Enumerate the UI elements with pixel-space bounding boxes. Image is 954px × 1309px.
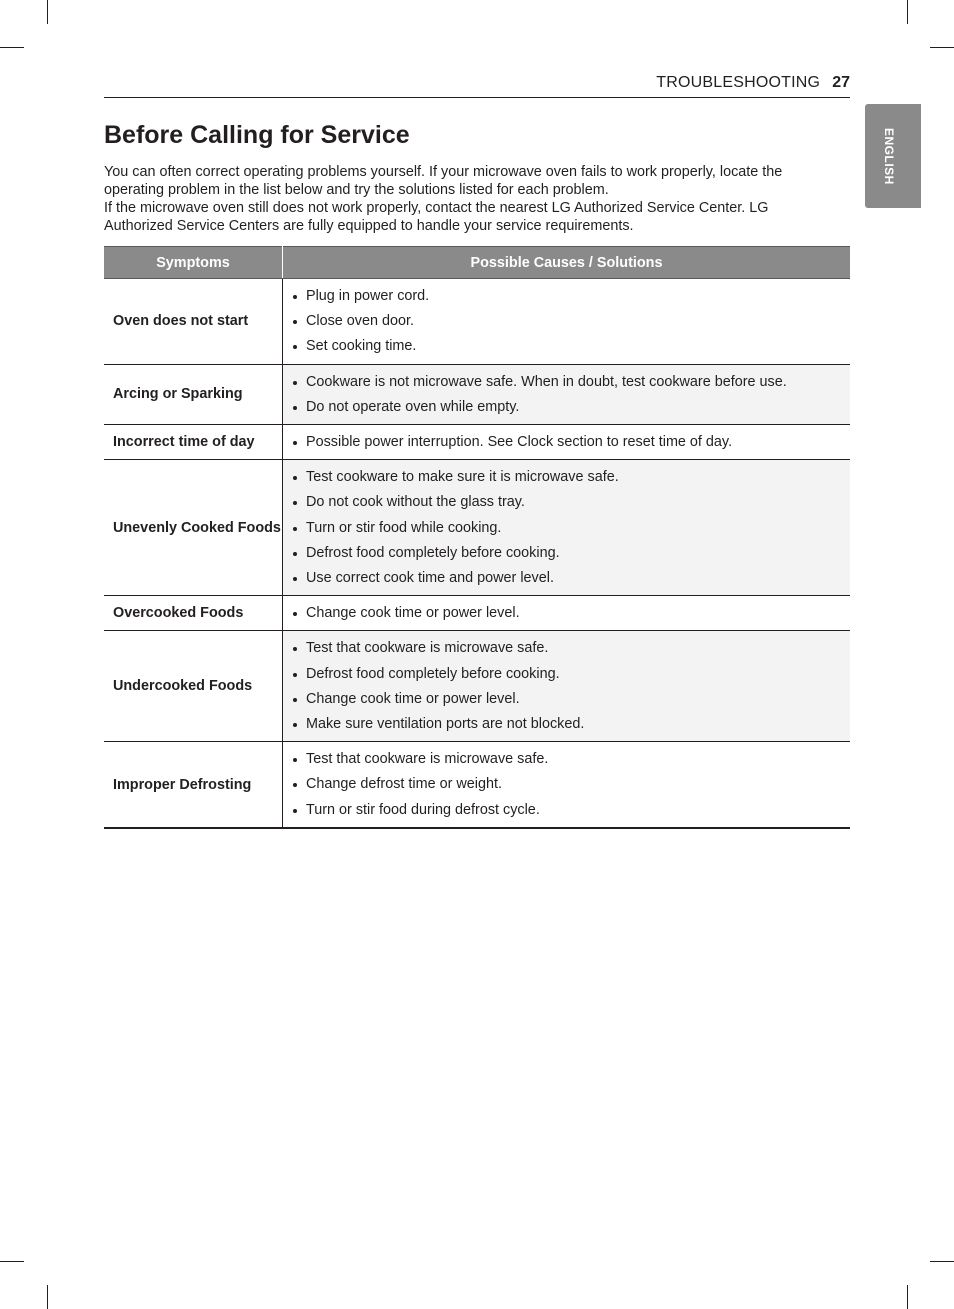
table-header-row xyxy=(104,247,850,279)
solutions-cell xyxy=(283,364,851,424)
symptom-cell: Unevenly Cooked Foods xyxy=(104,460,283,596)
solution-item: Change cook time or power level. xyxy=(283,687,850,712)
column-header-symptoms: Symptoms xyxy=(104,247,283,279)
solution-item: Test cookware to make sure it is microwave safe. xyxy=(283,465,850,490)
solution-item: Test that cookware is microwave safe. xyxy=(283,636,850,661)
crop-mark xyxy=(0,1261,24,1262)
column-header-solutions: Possible Causes / Solutions xyxy=(283,247,851,279)
solution-item: Turn or stir food while cooking. xyxy=(283,516,850,541)
section-title: TROUBLESHOOTING xyxy=(656,74,821,91)
solutions-cell xyxy=(283,425,851,460)
table-row xyxy=(104,279,850,365)
troubleshooting-table xyxy=(104,246,850,829)
table-row xyxy=(104,742,850,828)
solution-item: Defrost food completely before cooking. xyxy=(283,662,850,687)
symptom-cell: Undercooked Foods xyxy=(104,631,283,742)
header-right xyxy=(656,74,850,92)
solution-item: Change defrost time or weight. xyxy=(283,772,850,797)
solutions-list xyxy=(283,425,850,459)
solution-item: Possible power interruption. See Clock section to reset time of day. xyxy=(283,430,850,455)
symptom-cell: Oven does not start xyxy=(104,279,283,365)
solutions-list xyxy=(283,631,850,741)
solution-item: Cookware is not microwave safe. When in doubt, test cookware before use. xyxy=(283,370,850,395)
table-row xyxy=(104,425,850,460)
table-body xyxy=(104,279,850,828)
solution-item: Use correct cook time and power level. xyxy=(283,566,850,591)
symptom-cell: Overcooked Foods xyxy=(104,596,283,631)
crop-mark xyxy=(907,1285,908,1309)
intro-text xyxy=(104,163,834,235)
solution-item: Defrost food completely before cooking. xyxy=(283,541,850,566)
solution-item: Do not operate oven while empty. xyxy=(283,395,850,420)
solutions-list xyxy=(283,279,850,364)
solutions-cell xyxy=(283,596,851,631)
solutions-list xyxy=(283,596,850,630)
solutions-cell xyxy=(283,279,851,365)
solutions-list xyxy=(283,460,850,595)
crop-mark xyxy=(47,1285,48,1309)
symptom-cell: Arcing or Sparking xyxy=(104,364,283,424)
solution-item: Close oven door. xyxy=(283,309,850,334)
crop-mark xyxy=(930,1261,954,1262)
solutions-cell xyxy=(283,631,851,742)
crop-mark xyxy=(47,0,48,24)
crop-mark xyxy=(0,47,24,48)
solution-item: Change cook time or power level. xyxy=(283,601,850,626)
crop-mark xyxy=(907,0,908,24)
language-tab xyxy=(865,104,921,208)
solutions-list xyxy=(283,742,850,827)
solutions-cell xyxy=(283,742,851,828)
page-header xyxy=(104,72,850,98)
language-label: ENGLISH xyxy=(882,128,896,185)
solution-item: Do not cook without the glass tray. xyxy=(283,490,850,515)
symptom-cell: Incorrect time of day xyxy=(104,425,283,460)
solution-item: Turn or stir food during defrost cycle. xyxy=(283,798,850,823)
intro-paragraph: If the microwave oven still does not work properly, contact the nearest LG Authorized Service Center. LG Authorized Service Centers are fully equipped to handle your service requirements. xyxy=(104,200,769,234)
table-row xyxy=(104,631,850,742)
page-title: Before Calling for Service xyxy=(104,121,410,149)
table-row xyxy=(104,364,850,424)
crop-mark xyxy=(930,47,954,48)
symptom-cell: Improper Defrosting xyxy=(104,742,283,828)
table-row xyxy=(104,460,850,596)
intro-paragraph: You can often correct operating problems yourself. If your microwave oven fails to work properly, locate the operating problem in the list below and try the solutions listed for each problem. xyxy=(104,164,783,198)
solution-item: Make sure ventilation ports are not blocked. xyxy=(283,712,850,737)
solution-item: Plug in power cord. xyxy=(283,284,850,309)
solutions-list xyxy=(283,365,850,424)
table-row xyxy=(104,596,850,631)
solution-item: Test that cookware is microwave safe. xyxy=(283,747,850,772)
solutions-cell xyxy=(283,460,851,596)
solution-item: Set cooking time. xyxy=(283,334,850,359)
page-number: 27 xyxy=(832,74,850,91)
